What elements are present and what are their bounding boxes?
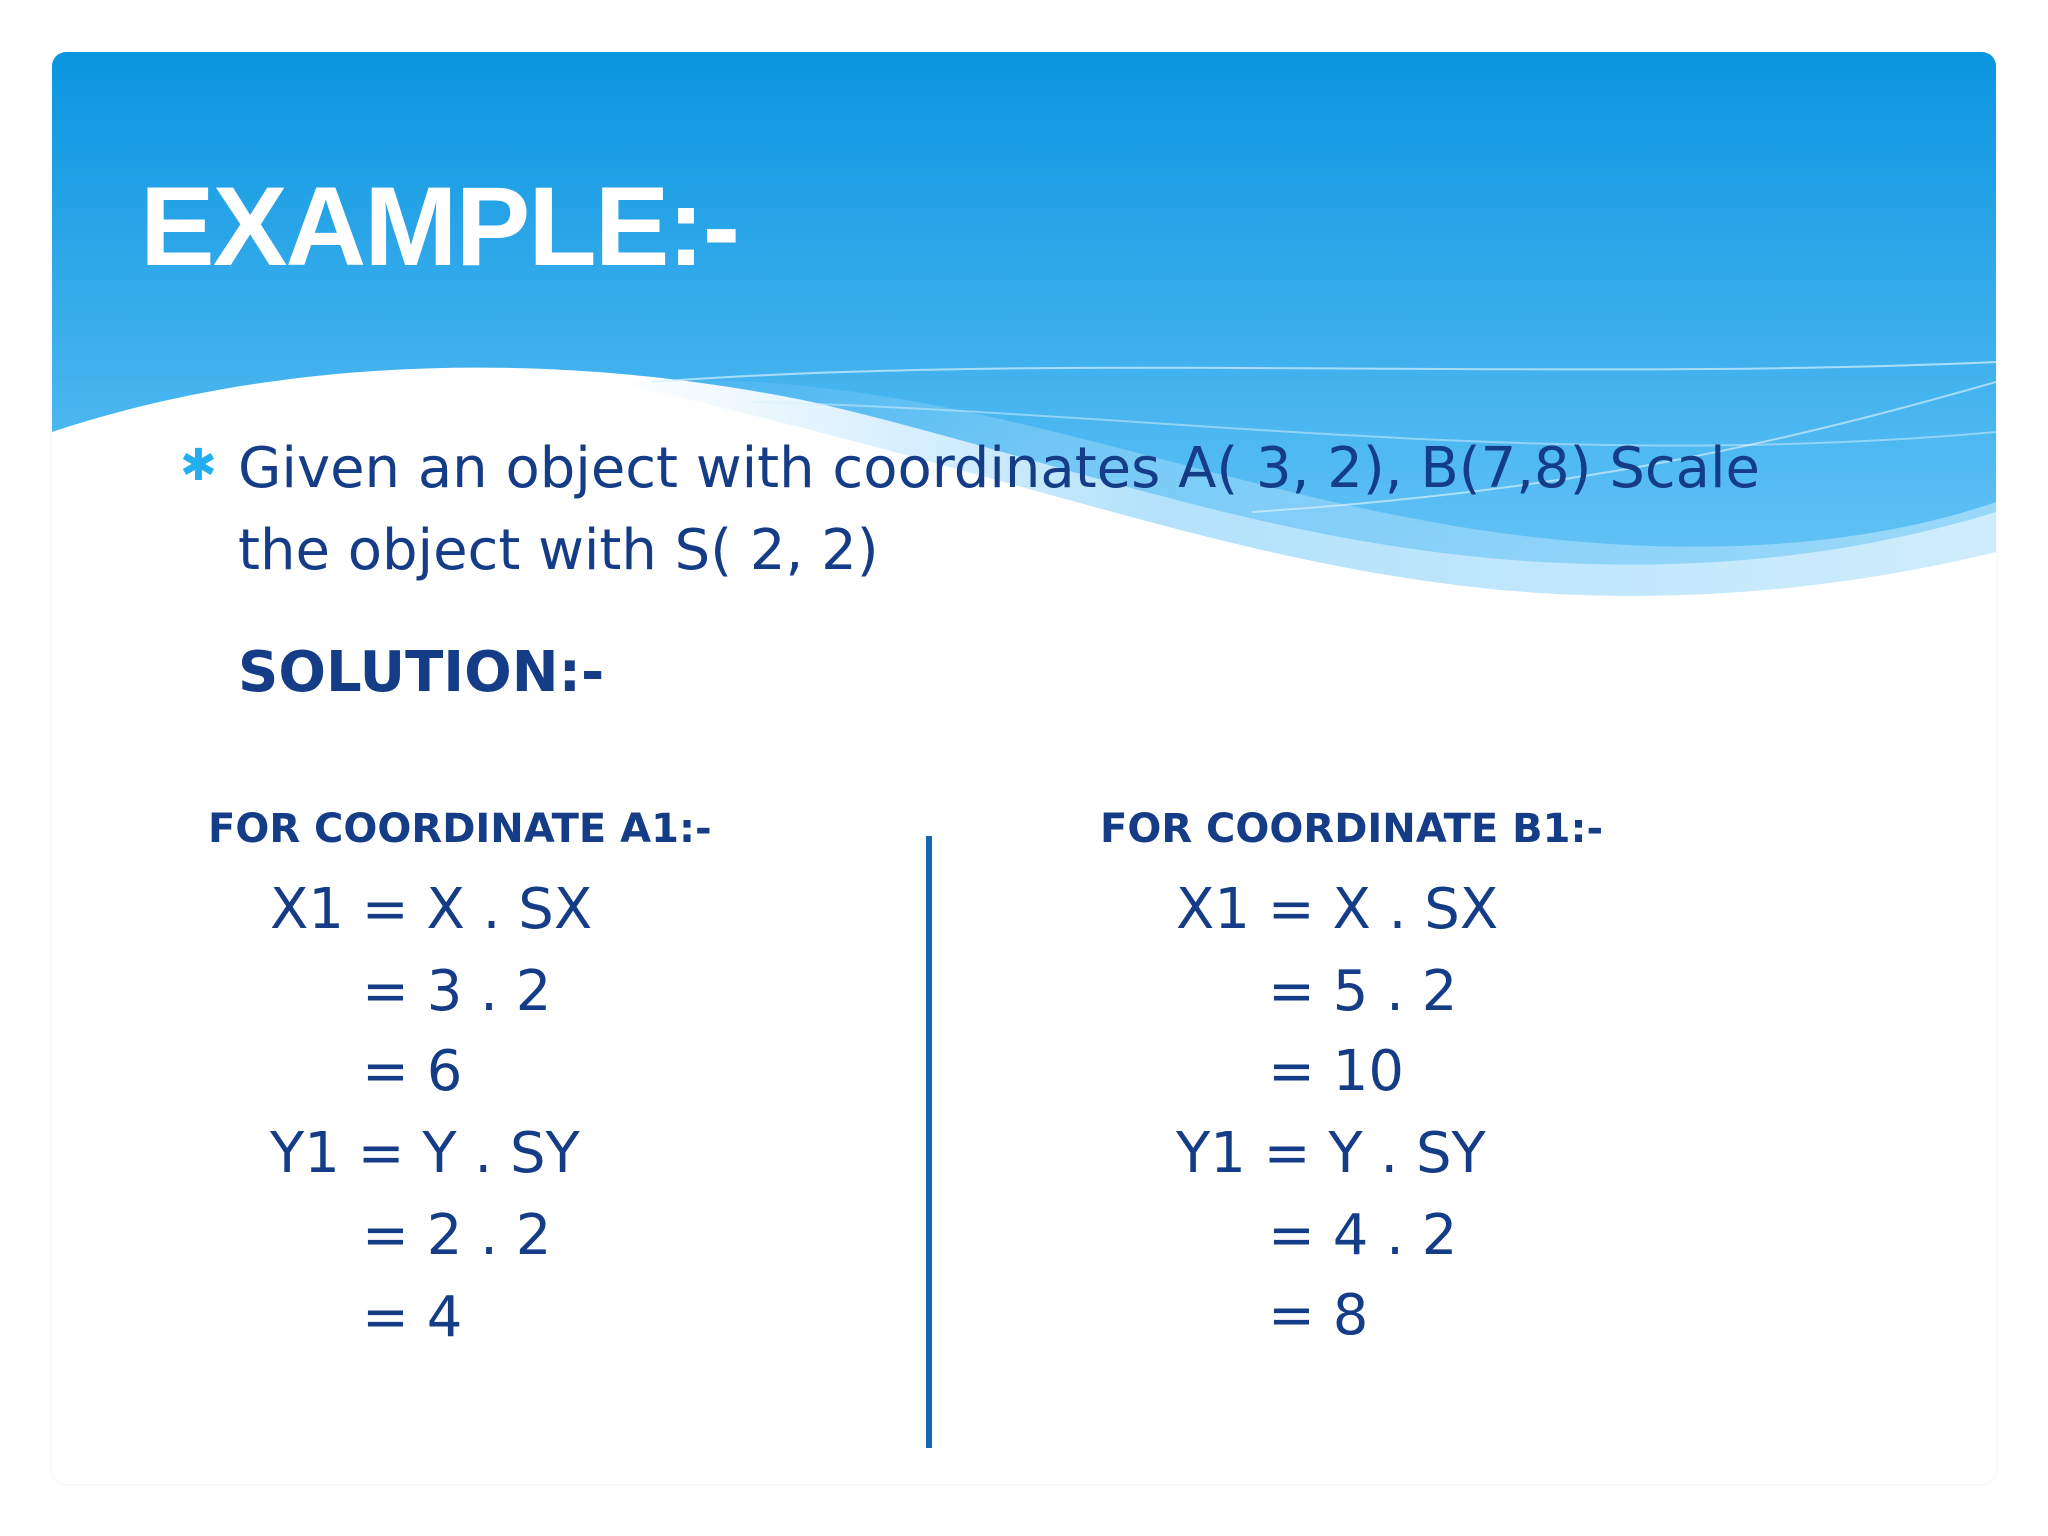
coordinate-b-heading: FOR COORDINATE B1:- (1100, 806, 1604, 852)
a-x-equation: X1 = X . SX (270, 877, 593, 942)
b-x-result: = 10 (1268, 1039, 1404, 1104)
b-x-substitution: = 5 . 2 (1268, 959, 1458, 1024)
a-x-result: = 6 (362, 1039, 463, 1104)
a-y-substitution: = 2 . 2 (362, 1203, 552, 1268)
a-x-substitution: = 3 . 2 (362, 959, 552, 1024)
b-y-equation: Y1 = Y . SY (1176, 1121, 1486, 1186)
column-divider (926, 836, 932, 1448)
solution-heading: SOLUTION:- (238, 640, 605, 705)
asterisk-bullet-icon: ✱ (180, 440, 217, 491)
problem-statement: Given an object with coordinates A( 3, 2), B(7,8) Scale the object with S( 2, 2) (238, 436, 1760, 583)
b-x-equation: X1 = X . SX (1176, 877, 1499, 942)
slide (52, 52, 1996, 1484)
slide-title: EXAMPLE:- (140, 164, 738, 289)
b-y-result: = 8 (1268, 1283, 1369, 1348)
coordinate-a-heading: FOR COORDINATE A1:- (208, 806, 712, 852)
b-y-substitution: = 4 . 2 (1268, 1203, 1458, 1268)
a-y-equation: Y1 = Y . SY (270, 1121, 580, 1186)
a-y-result: = 4 (362, 1285, 463, 1350)
